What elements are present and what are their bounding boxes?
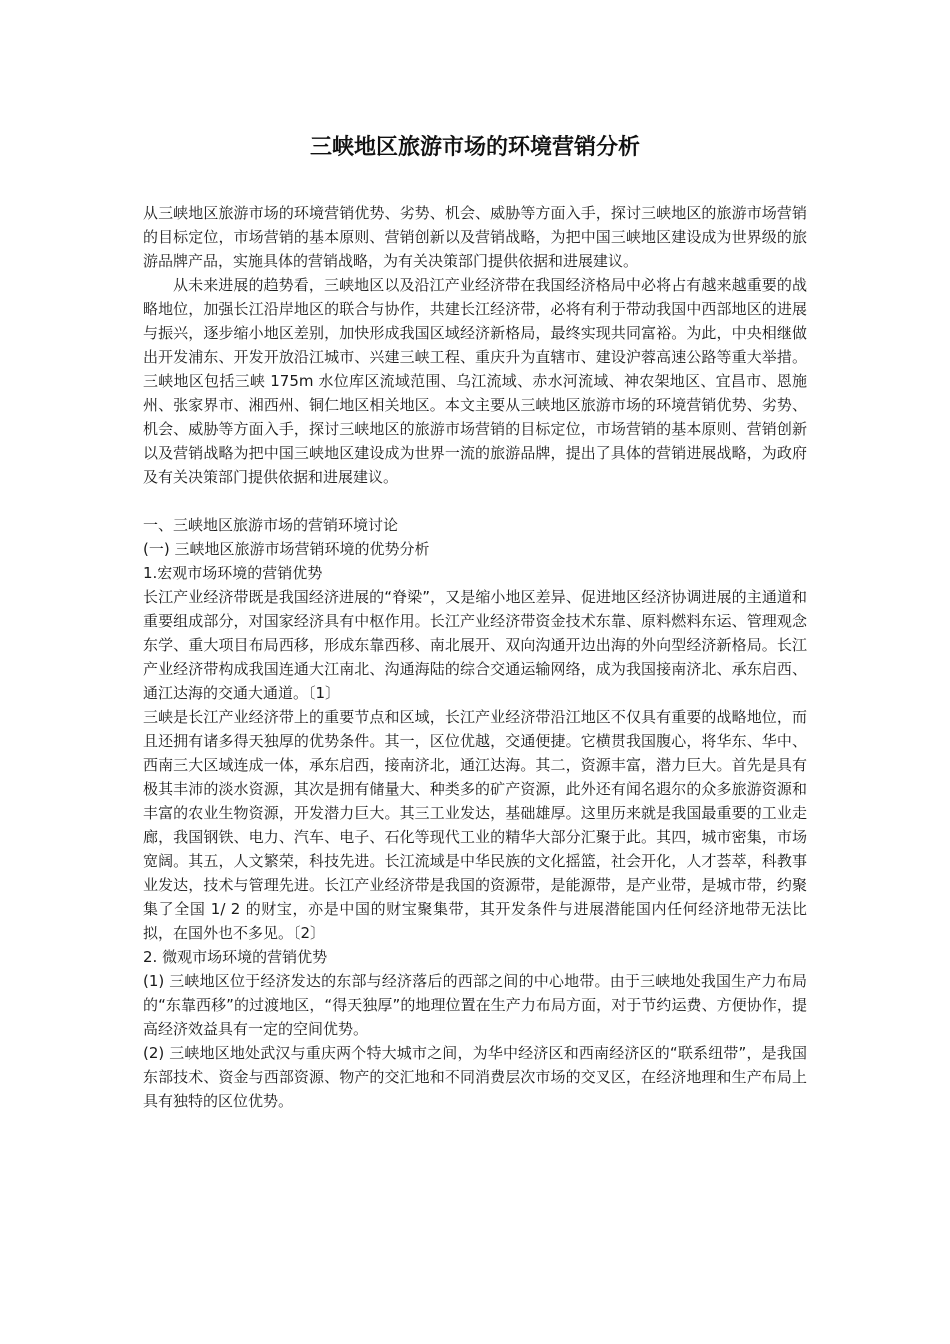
abstract-paragraph: 从三峡地区旅游市场的环境营销优势、劣势、机会、威胁等方面入手，探讨三峡地区的旅游市场营销的目标定位，市场营销的基本原则、营销创新以及营销战略，为把中国三峡地区建设成为世界级的旅游品牌产品，实施具体的营销战略，为有关决策部门提供依据和进展建议。 <box>143 204 807 270</box>
list-item-point-2: (2) 三峡地区地处武汉与重庆两个特大城市之间，为华中经济区和西南经济区的“联系纽带”，是我国东部技术、资金与西部资源、物产的交汇地和不同消费层次市场的交叉区，在经济地理和生产布局上具有独特的区位优势。 <box>143 1044 807 1110</box>
item-heading-micro: 2. 微观市场环境的营销优势 <box>143 948 328 966</box>
section-heading: 一、三峡地区旅游市场的营销环境讨论 <box>143 516 399 534</box>
document-title: 三峡地区旅游市场的环境营销分析 <box>309 135 640 160</box>
body-paragraph: 三峡是长江产业经济带上的重要节点和区域，长江产业经济带沿江地区不仅具有重要的战略地位，而且还拥有诸多得天独厚的优势条件。其一，区位优越，交通便捷。它横贯我国腹心，将华东、华中、西南三大区域连成一体，承东启西，接南济北，通江达海。其二，资源丰富，潜力巨大。首先是具有极其丰沛的淡水资源，其次是拥有储量大、种类多的矿产资源，此外还有闻名遐尔的众多旅游资源和丰富的农业生物资源，开发潜力巨大。其三工业发达，基础雄厚。这里历来就是我国最重要的工业走廊，我国钢铁、电力、汽车、电子、石化等现代工业的精华大部分汇聚于此。其四，城市密集，市场宽阔。其五，人文繁荣，科技先进。长江流域是中华民族的文化摇篮，社会开化，人才荟萃，科教事业发达，技术与管理先进。长江产业经济带是我国的资源带，是能源带，是产业带，是城市带，约聚集了全国 1/ 2 的财宝，亦是中国的财宝聚集带，其开发条件与进展潜能国内任何经济地带无法比拟，在国外也不多见。〔2〕 <box>143 708 807 942</box>
intro-paragraph: 从未来进展的趋势看，三峡地区以及沿江产业经济带在我国经济格局中必将占有越来越重要的战略地位，加强长江沿岸地区的联合与协作，共建长江经济带，必将有利于带动我国中西部地区的进展与振兴，逐步缩小地区差别，加快形成我国区域经济新格局，最终实现共同富裕。为此，中央相继做出开发浦东、开发开放沿江城市、兴建三峡工程、重庆升为直辖市、建设沪蓉高速公路等重大举措。三峡地区包括三峡 175m 水位库区流域范围、乌江流域、赤水河流域、神农架地区、宜昌市、恩施州、张家界市、湘西州、铜仁地区相关地区。本文主要从三峡地区旅游市场的环境营销优势、劣势、机会、威胁等方面入手，探讨三峡地区的旅游市场营销的目标定位，市场营销的基本原则、营销创新以及营销战略为把中国三峡地区建设成为世界一流的旅游品牌，提出了具体的营销进展战略，为政府及有关决策部门提供依据和进展建议。 <box>143 276 807 486</box>
body-paragraph: 长江产业经济带既是我国经济进展的“脊梁”，又是缩小地区差异、促进地区经济协调进展的主通道和重要组成部分，对国家经济具有中枢作用。长江产业经济带资金技术东靠、原料燃料东运、管理观念东学、重大项目布局西移，形成东靠西移、南北展开、双向沟通开边出海的外向型经济新格局。长江产业经济带构成我国连通大江南北、沟通海陆的综合交通运输网络，成为我国接南济北、承东启西、通江达海的交通大通道。〔1〕 <box>143 588 807 702</box>
document-body <box>143 128 807 1113</box>
paragraph-spacer <box>143 489 807 513</box>
subsection-heading: (一) 三峡地区旅游市场营销环境的优势分析 <box>143 540 430 558</box>
item-heading-macro: 1.宏观市场环境的营销优势 <box>143 564 323 582</box>
list-item-point-1: (1) 三峡地区位于经济发达的东部与经济落后的西部之间的中心地带。由于三峡地处我国生产力布局的“东靠西移”的过渡地区，“得天独厚”的地理位置在生产力布局方面，对于节约运费、方便协作，提高经济效益具有一定的空间优势。 <box>143 972 807 1038</box>
